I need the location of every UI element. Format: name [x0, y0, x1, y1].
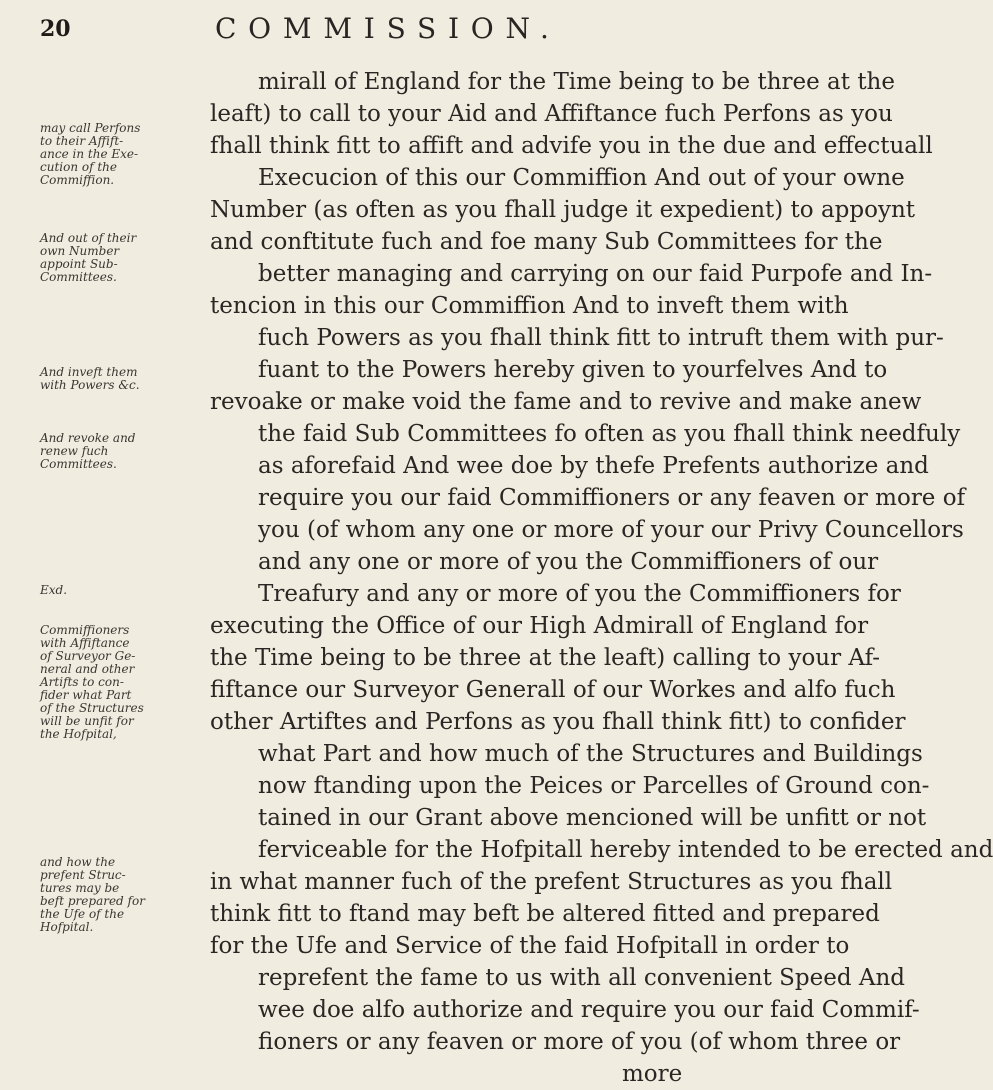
body-line: Execucion of this our Commiffion And out of your owne [258, 165, 905, 191]
margin-note-line: cution of the [40, 160, 118, 174]
margin-note-line: Commiffion. [40, 173, 115, 187]
body-line: reprefent the fame to us with all convenient Speed And [258, 965, 906, 991]
margin-note-line: prefent Struc- [40, 868, 126, 882]
body-line: you (of whom any one or more of your our Privy Councellors [258, 517, 964, 543]
catchword: more [622, 1061, 683, 1087]
body-line: tencion in this our Commiffion And to inveft them with [210, 293, 849, 319]
margin-note-line: of the Structures [40, 701, 144, 715]
margin-note-line: own Number [40, 244, 120, 258]
margin-note-line: renew fuch [40, 444, 109, 458]
running-head: COMMISSION. [215, 12, 561, 45]
margin-note-line: Committees. [40, 457, 117, 471]
margin-note-line: Committees. [40, 270, 117, 284]
margin-note [40, 584, 200, 597]
body-line: executing the Office of our High Admirall of England for [210, 613, 869, 639]
margin-note-line: fider what Part [40, 688, 132, 702]
margin-note [40, 624, 200, 741]
page-header [0, 12, 800, 56]
body-line: fioners or any feaven or more of you (of whom three or [258, 1029, 901, 1055]
margin-note-line: the Hofpital, [40, 727, 117, 741]
body-line: fuant to the Powers hereby given to yourfelves And to [258, 357, 888, 383]
body-line: Treafury and any or more of you the Commiffioners for [258, 581, 901, 607]
margin-note-line: Hofpital. [40, 920, 94, 934]
margin-note-line: to their Affift- [40, 134, 124, 148]
body-line: require you our faid Commiffioners or any feaven or more of [258, 485, 966, 511]
margin-note-line: Exd. [40, 583, 68, 597]
margin-note-line: will be unfit for [40, 714, 134, 728]
body-line: think fitt to ftand may beft be altered fitted and prepared [210, 901, 880, 927]
margin-note [40, 232, 200, 284]
margin-note-line: Artifts to con- [40, 675, 124, 689]
body-line: and any one or more of you the Commiffioners of our [258, 549, 879, 575]
margin-note-line: tures may be [40, 881, 120, 895]
body-line: wee doe alfo authorize and require you our faid Commif- [258, 997, 920, 1023]
margin-note-line: And out of their [40, 231, 137, 245]
body-line: better managing and carrying on our faid Purpofe and In- [258, 261, 933, 287]
body-line: the faid Sub Committees fo often as you fhall think needfuly [258, 421, 961, 447]
body-line: fuch Powers as you fhall think fitt to intruft them with pur- [258, 325, 944, 351]
body-text [210, 66, 993, 1090]
margin-note-line: with Powers &c. [40, 378, 140, 392]
body-line: tained in our Grant above mencioned will be unfitt or not [258, 805, 927, 831]
body-line: in what manner fuch of the prefent Structures as you fhall [210, 869, 893, 895]
margin-note-line: may call Perfons [40, 121, 141, 135]
body-line: and conftitute fuch and foe many Sub Committees for the [210, 229, 883, 255]
margin-note-line: of Surveyor Ge- [40, 649, 136, 663]
body-line: fhall think fitt to affift and advife you in the due and effectuall [210, 133, 933, 159]
margin-note [40, 122, 200, 187]
body-line: Number (as often as you fhall judge it expedient) to appoynt [210, 197, 916, 223]
body-line: leaft) to call to your Aid and Affiftance fuch Perfons as you [210, 101, 893, 127]
margin-note-line: Commiffioners [40, 623, 130, 637]
body-line: what Part and how much of the Structures and Buildings [258, 741, 923, 767]
page-number: 20 [40, 16, 71, 42]
body-line: as aforefaid And wee doe by thefe Prefents authorize and [258, 453, 929, 479]
body-line: mirall of England for the Time being to be three at the [258, 69, 895, 95]
margin-note-line: And revoke and [40, 431, 136, 445]
body-line: fiftance our Surveyor Generall of our Workes and alfo fuch [210, 677, 896, 703]
margin-note-line: beft prepared for [40, 894, 145, 908]
margin-note-line: and how the [40, 855, 116, 869]
margin-note-line: the Ufe of the [40, 907, 125, 921]
margin-note-line: with Affiftance [40, 636, 130, 650]
margin-note-line: appoint Sub- [40, 257, 118, 271]
body-line: for the Ufe and Service of the faid Hofpitall in order to [210, 933, 850, 959]
margin-note [40, 432, 200, 471]
margin-note-line: And inveft them [40, 365, 138, 379]
body-line: now ftanding upon the Peices or Parcelles of Ground con- [258, 773, 930, 799]
margin-note [40, 366, 200, 392]
body-line: ferviceable for the Hofpitall hereby intended to be erected and [258, 837, 993, 863]
margin-note [40, 856, 200, 934]
margin-note-line: neral and other [40, 662, 135, 676]
body-line: other Artiftes and Perfons as you fhall think fitt) to confider [210, 709, 906, 735]
margin-note-line: ance in the Exe- [40, 147, 139, 161]
body-line: the Time being to be three at the leaft) calling to your Af- [210, 645, 881, 671]
body-line: revoake or make void the fame and to revive and make anew [210, 389, 922, 415]
